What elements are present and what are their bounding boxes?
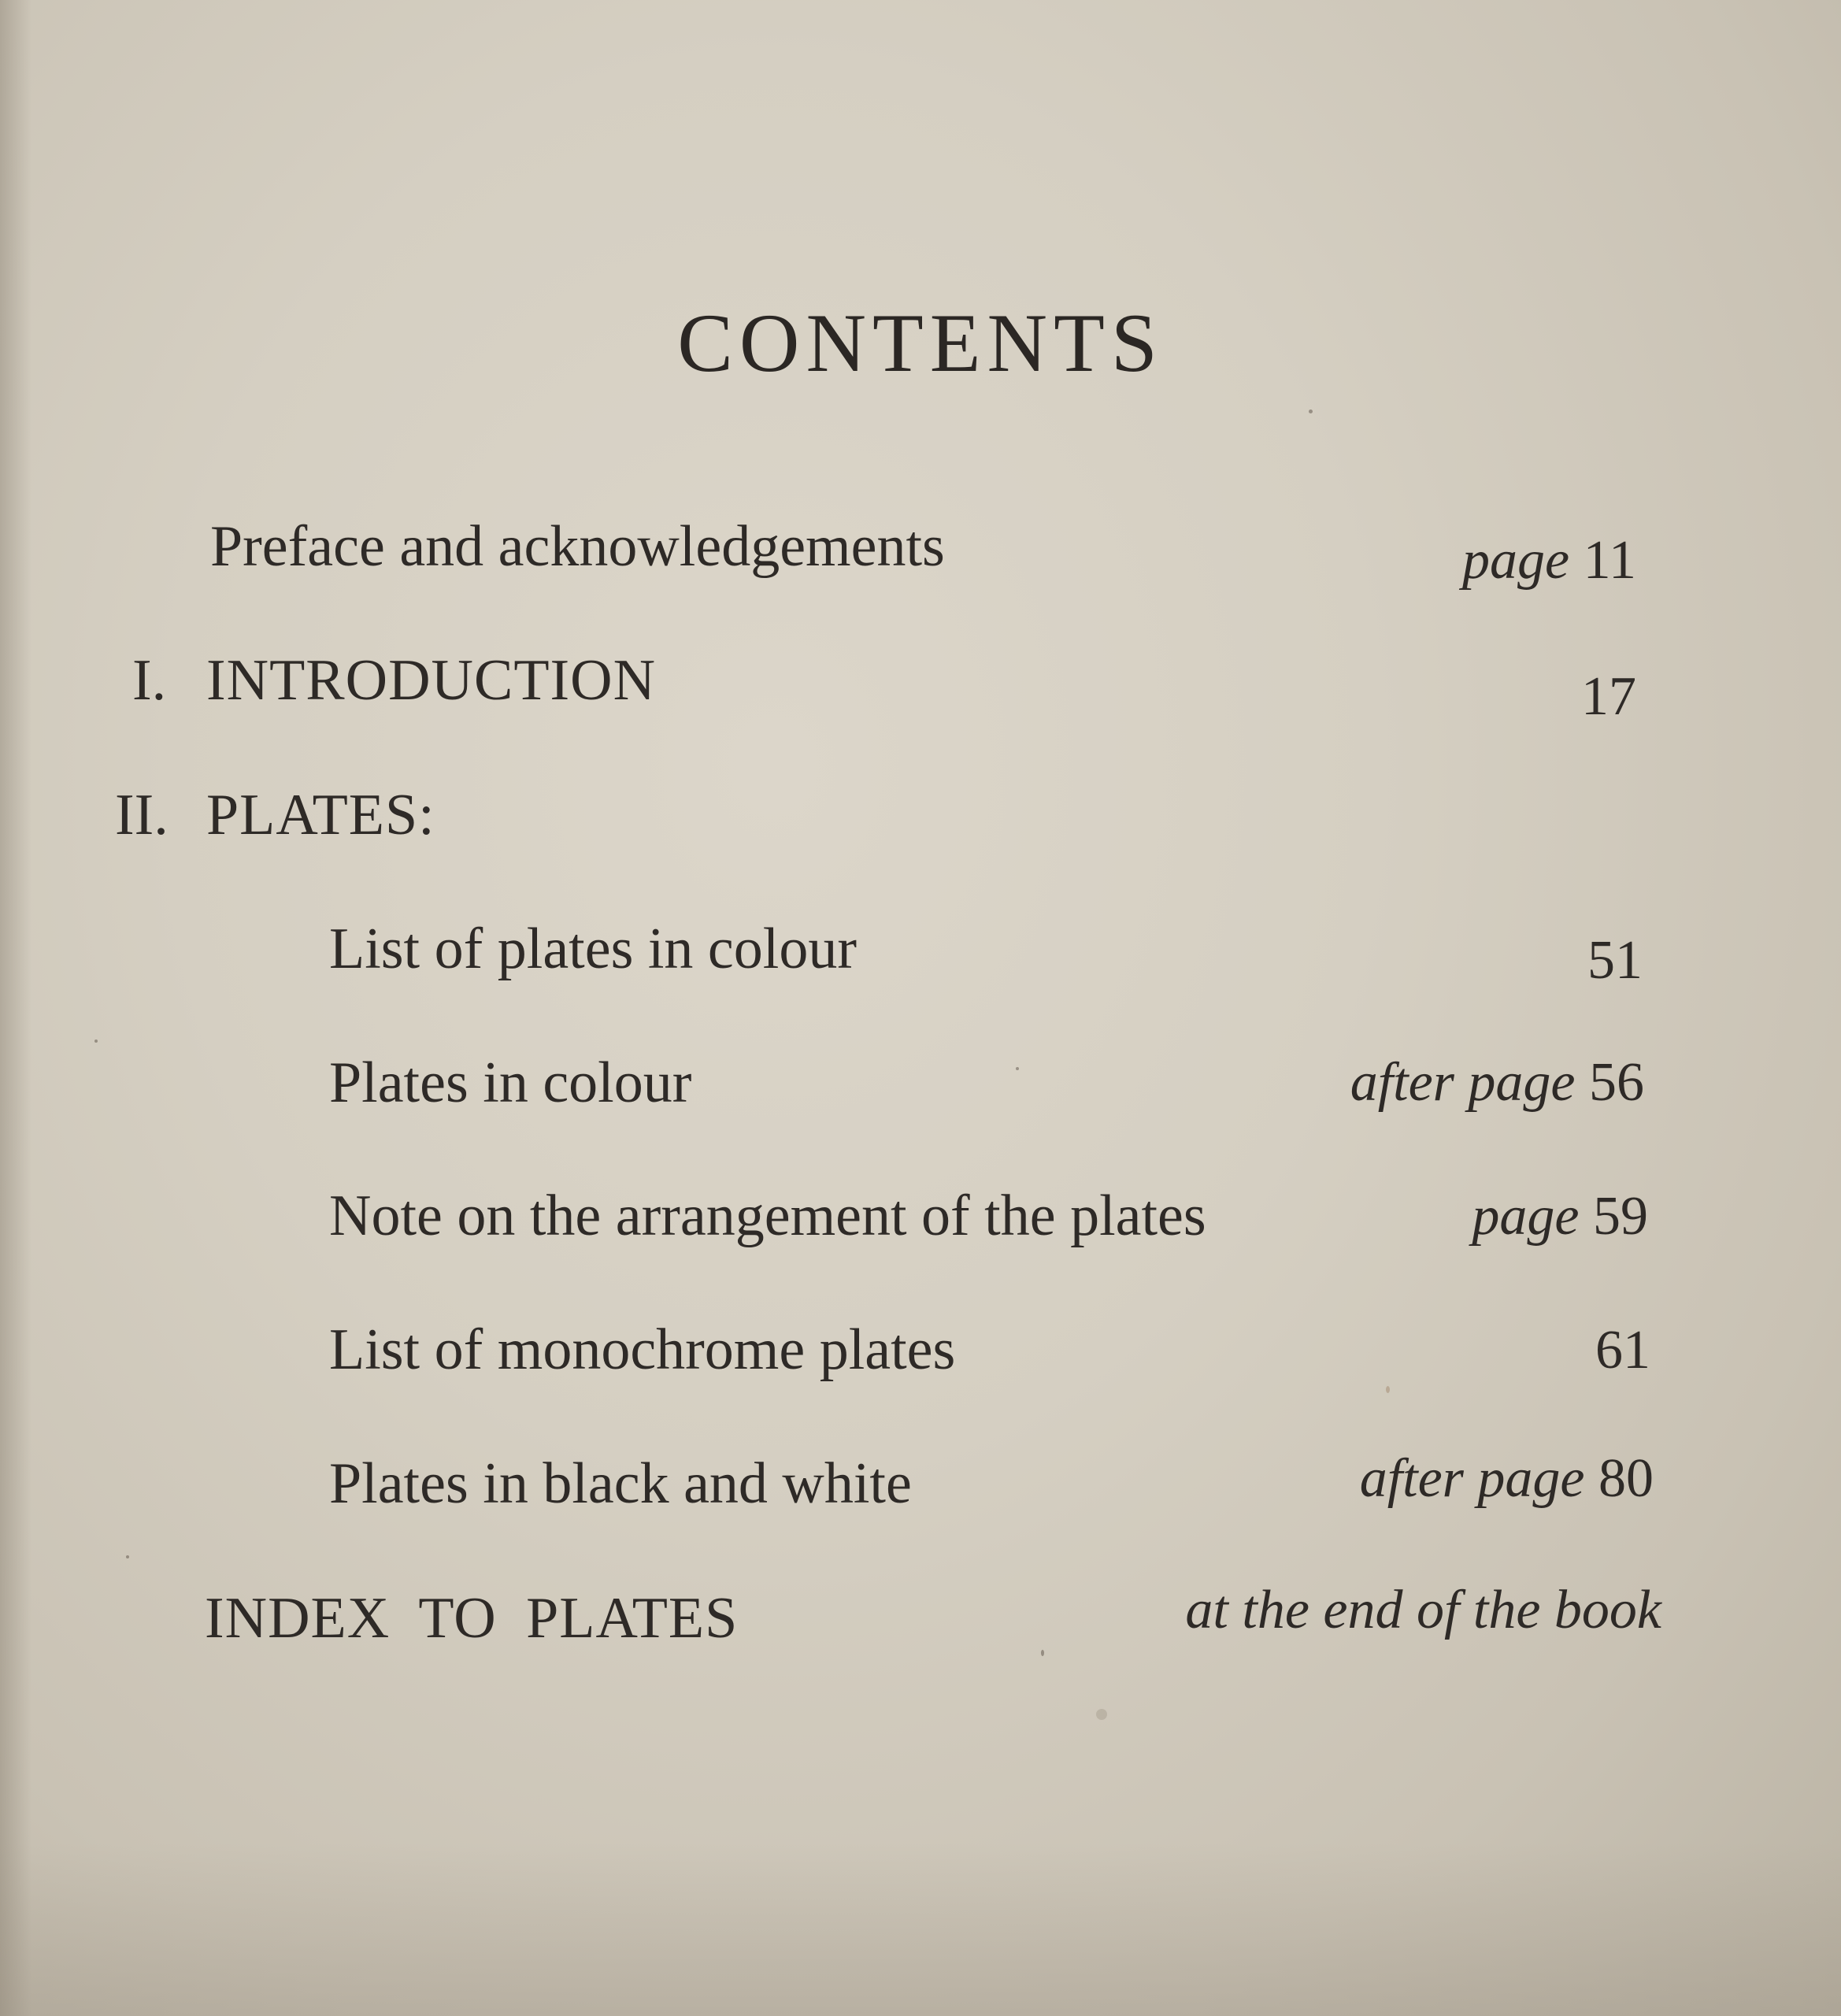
- toc-page-plates-in-colour: [1350, 1051, 1644, 1114]
- paper-speck: [126, 1555, 129, 1558]
- toc-page-index-to-plates: [1185, 1579, 1661, 1642]
- toc-page-prefix: after page: [1350, 1052, 1576, 1113]
- paper-speck: [1016, 1067, 1019, 1070]
- paper-speck: [1096, 1709, 1107, 1720]
- toc-page-plates-black-white: [1360, 1447, 1654, 1510]
- toc-entry-list-monochrome-plates: List of monochrome plates: [329, 1317, 956, 1382]
- toc-entry-list-colour-plates: List of plates in colour: [329, 917, 857, 981]
- toc-page-list-colour-plates: [1587, 929, 1643, 992]
- toc-entry-plates: PLATES:: [206, 783, 435, 847]
- paper-speck: [94, 1040, 98, 1043]
- paper-speck: [1386, 1386, 1390, 1393]
- toc-page-number: 56: [1589, 1052, 1644, 1113]
- page-title: CONTENTS: [677, 297, 1164, 389]
- toc-page-number: 59: [1593, 1186, 1648, 1247]
- toc-numeral-introduction: I.: [132, 648, 167, 713]
- toc-page-number: 61: [1595, 1320, 1650, 1380]
- toc-entry-index-to-plates: INDEX TO PLATES: [205, 1586, 739, 1651]
- toc-page-number: 11: [1583, 530, 1636, 591]
- toc-page-preface: [1462, 529, 1636, 592]
- toc-entry-plates-in-colour: Plates in colour: [329, 1051, 692, 1115]
- toc-page-prefix: at the end of the book: [1185, 1580, 1661, 1640]
- page-bottom-shadow: [0, 1843, 1841, 2016]
- toc-page-prefix: page: [1472, 1186, 1580, 1247]
- toc-entry-note-arrangement: Note on the arrangement of the plates: [329, 1184, 1206, 1248]
- toc-page-number: 51: [1587, 930, 1643, 991]
- paper-speck: [1309, 410, 1313, 413]
- toc-page-introduction: [1581, 665, 1636, 728]
- toc-numeral-plates: II.: [115, 783, 169, 847]
- toc-page-number: 80: [1598, 1448, 1654, 1509]
- toc-page-note-arrangement: [1472, 1185, 1648, 1248]
- toc-entry-introduction: INTRODUCTION: [206, 648, 657, 713]
- toc-page-prefix: page: [1462, 530, 1570, 591]
- toc-page-number: 17: [1581, 666, 1636, 727]
- toc-page-prefix: after page: [1359, 1448, 1585, 1509]
- toc-entry-plates-black-white: Plates in black and white: [329, 1451, 912, 1516]
- paper-speck: [1041, 1650, 1044, 1656]
- toc-page-list-monochrome-plates: [1595, 1319, 1650, 1382]
- toc-entry-preface: Preface and acknowledgements: [210, 514, 945, 579]
